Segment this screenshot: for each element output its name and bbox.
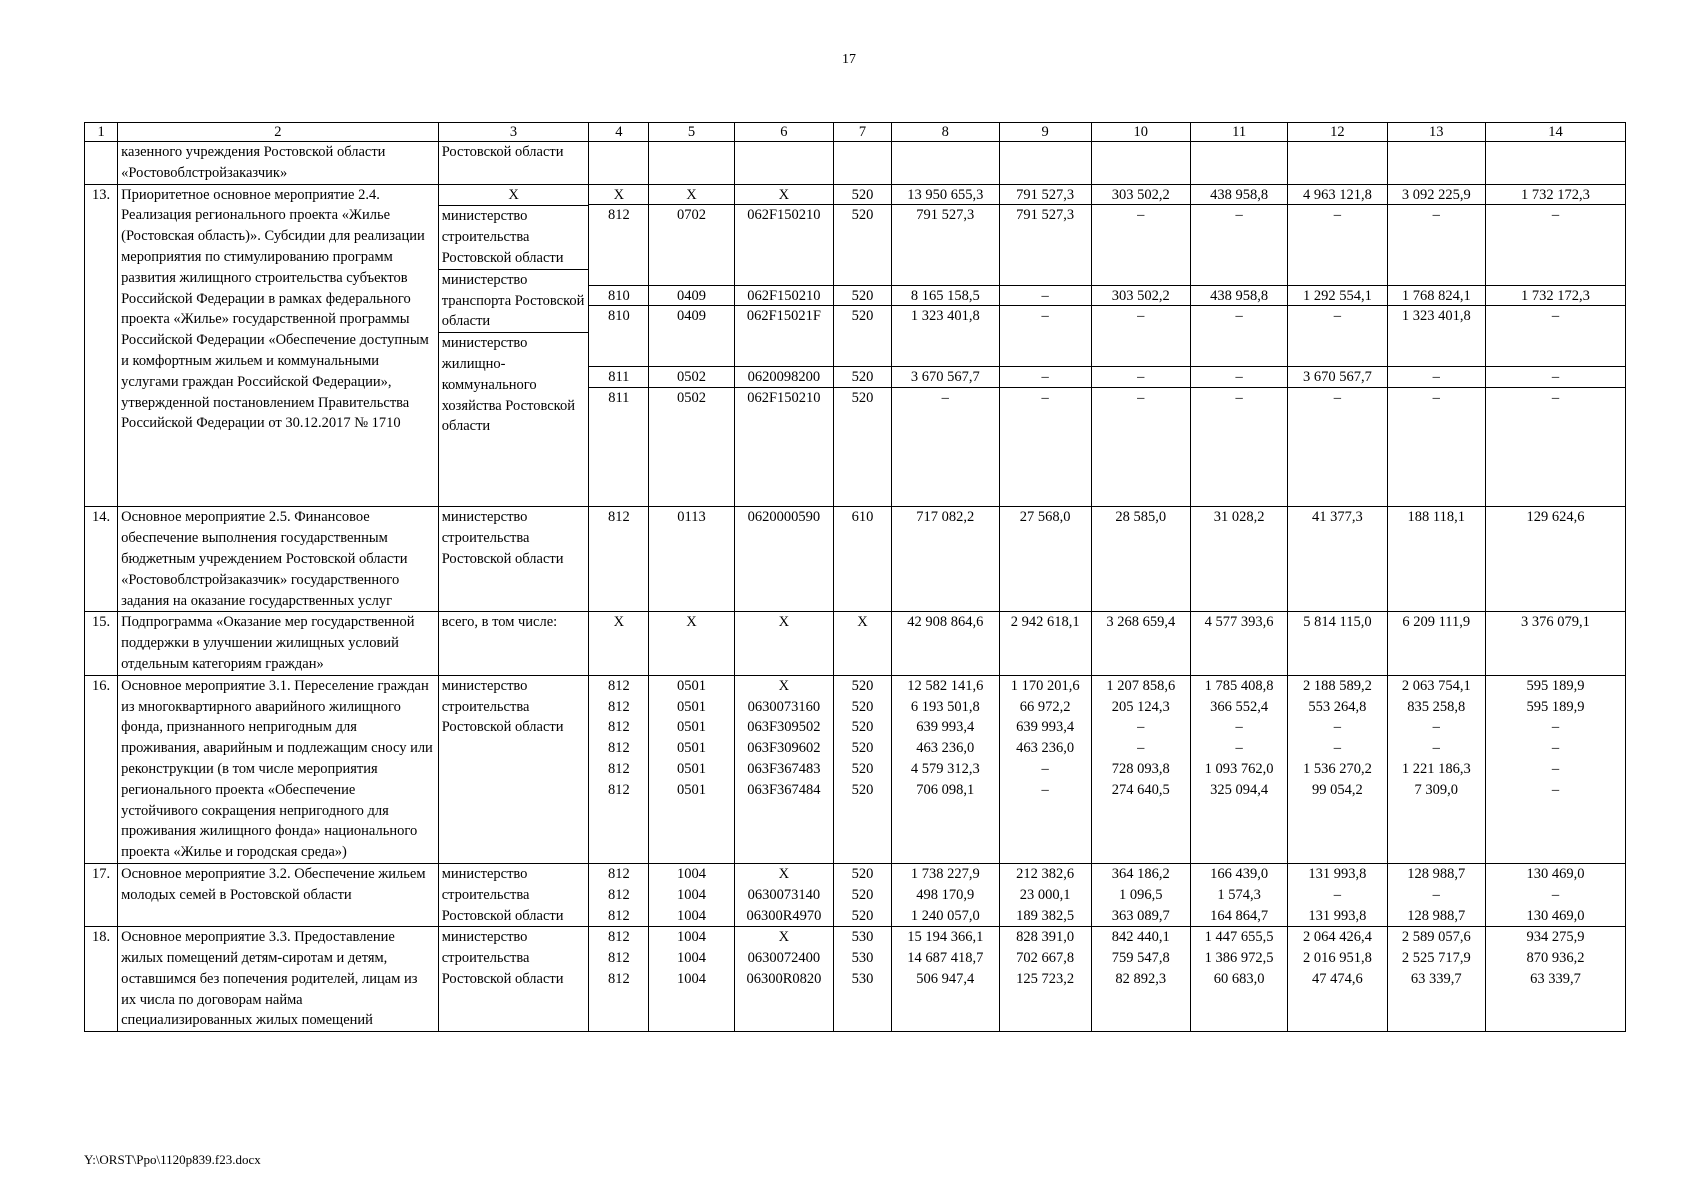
cell-c6: Х — [734, 612, 833, 675]
cell-c5: 1004 — [676, 970, 706, 987]
cell-c5: 1004 — [676, 950, 706, 967]
cell-v10: 82 892,3 — [1115, 970, 1167, 987]
cell-v14: – — [1486, 305, 1625, 365]
table-row — [85, 612, 1626, 675]
executor: министерство строительства Ростовской области — [438, 507, 589, 612]
column-header: 1 — [85, 123, 118, 142]
cell-c4: 812 — [607, 886, 630, 903]
column-header: 14 — [1485, 123, 1625, 142]
cell-v8: 1 240 057,0 — [910, 907, 980, 924]
cell-v13: 2 525 717,9 — [1401, 950, 1471, 967]
budget-table — [84, 122, 1626, 1032]
cell-v14: – — [1551, 760, 1560, 777]
executor: министерство строительства Ростовской области — [438, 927, 589, 1032]
cell-v10: 3 268 659,4 — [1091, 612, 1190, 675]
cell-c6: 0620098200 — [735, 366, 833, 387]
cell-v8: 1 323 401,8 — [892, 305, 999, 365]
row-number: 15. — [85, 612, 118, 675]
cell-c6: 063F367484 — [747, 781, 821, 798]
cell-c4: 812 — [607, 698, 630, 715]
row-number: 14. — [85, 507, 118, 612]
cell-c4: 811 — [589, 387, 648, 507]
cell-c6: Х — [778, 929, 790, 946]
cell-c6: 0630073160 — [747, 698, 821, 715]
table-row — [85, 675, 1626, 863]
cell-c5: Х — [686, 186, 697, 203]
cell-c6: 062F150210 — [735, 285, 833, 306]
cell-c5: 0501 — [676, 760, 706, 777]
cell-v14: 1 732 172,3 — [1521, 186, 1590, 203]
cell-v9: 2 942 618,1 — [999, 612, 1091, 675]
cell-c4: Х — [613, 186, 625, 203]
cell-v12: – — [1288, 305, 1386, 365]
cell-v12: – — [1333, 719, 1342, 736]
cell-v8: 13 950 655,3 — [907, 186, 984, 203]
cell-v14: 934 275,9 — [1526, 929, 1585, 946]
cell-v12: 4 963 121,8 — [1302, 186, 1372, 203]
cell-v8: 791 527,3 — [892, 204, 999, 284]
executor: всего, в том числе: — [438, 612, 589, 675]
cell-v8: 498 170,9 — [916, 886, 975, 903]
cell-v10: 1 207 858,6 — [1106, 677, 1176, 694]
cell-v14: 1 732 172,3 — [1486, 285, 1625, 306]
cell-v11: 164 864,7 — [1210, 907, 1269, 924]
cell-v12: – — [1333, 740, 1342, 757]
cell-v9: – — [1041, 760, 1049, 777]
cell-v9: – — [1041, 781, 1049, 798]
cell-v9: – — [1000, 366, 1091, 387]
cell-v14: – — [1486, 366, 1625, 387]
cell-v11: 1 093 762,0 — [1204, 760, 1274, 777]
executor: министерство строительства Ростовской области — [438, 675, 589, 863]
cell-c6: 06300R4970 — [746, 907, 822, 924]
executor: министерство жилищно-коммунального хозяйства Ростовской области — [439, 332, 589, 437]
column-header: 10 — [1091, 123, 1190, 142]
cell-c5: 0502 — [649, 387, 733, 507]
cell-v10: – — [1092, 204, 1190, 284]
cell-v11: 1 386 972,5 — [1204, 950, 1274, 967]
cell-v12: 41 377,3 — [1288, 507, 1387, 612]
cell-v13: – — [1388, 366, 1485, 387]
column-header: 12 — [1288, 123, 1387, 142]
cell-c4: 812 — [607, 950, 630, 967]
cell-c6: 0630073140 — [747, 886, 821, 903]
cell-v8: 4 579 312,3 — [910, 760, 980, 777]
measure-name-text: Приоритетное основное мероприятие 2.4. Реализация регионального проекта «Жилье (Ростовская область)». Субсидии для реализации мероприятия по стимулированию программ развития жилищного строительства субъектов Российской Федерации в рамках федерального проекта «Жилье» государственной программы Российской Федерации «Обеспечение доступным и комфортным жильем и коммунальными услугами граждан Российской Федерации», утвержденной постановлением Правительства Российской Федерации от 30.12.2017 № 1710 — [121, 186, 429, 432]
cell-c4: 812 — [607, 929, 630, 946]
cell-v9: 189 382,5 — [1016, 907, 1075, 924]
cell-c5: 1004 — [676, 886, 706, 903]
cell-v11: 31 028,2 — [1190, 507, 1287, 612]
column-header: 13 — [1387, 123, 1485, 142]
cell-v8: 42 908 864,6 — [891, 612, 999, 675]
cell-v13: 1 221 186,3 — [1401, 760, 1471, 777]
row-number: 17. — [85, 863, 118, 926]
cell-v14: – — [1551, 740, 1560, 757]
cell-c4: 812 — [607, 677, 630, 694]
cell-v9: 66 972,2 — [1019, 698, 1071, 715]
cell-c6: Х — [778, 677, 790, 694]
cell-c4: 812 — [589, 204, 648, 284]
measure-name: Основное мероприятие 3.3. Предоставление жилых помещений детям-сиротам и детям, оставшимся без попечения родителей, лицам из их числа по договорам найма специализированных жилых помещений — [118, 927, 439, 1032]
column-header: 7 — [834, 123, 892, 142]
cell-v14: 870 936,2 — [1526, 950, 1585, 967]
cell-v11: 438 958,8 — [1191, 285, 1287, 306]
cell-c7: 530 — [851, 950, 874, 967]
cell-c4: 812 — [607, 865, 630, 882]
row-number: 16. — [85, 675, 118, 863]
cell-v12: 3 670 567,7 — [1288, 366, 1386, 387]
cell-c6: 063F309602 — [747, 740, 821, 757]
cell-c6: 06300R0820 — [746, 970, 822, 987]
table-row — [85, 863, 1626, 926]
cell-c7: 520 — [851, 677, 874, 694]
cell-v8: 8 165 158,5 — [892, 285, 999, 306]
column-header: 2 — [118, 123, 439, 142]
cell-c4: 812 — [589, 507, 649, 612]
cell-v9: 828 391,0 — [1016, 929, 1075, 946]
cell-c7: 520 — [851, 907, 874, 924]
cell-c7: 530 — [851, 970, 874, 987]
measure-name — [118, 184, 439, 507]
cell-v11: 4 577 393,6 — [1190, 612, 1287, 675]
cell-c6: 062F150210 — [735, 204, 833, 284]
executor-cell — [438, 184, 589, 507]
cell-v12: 47 474,6 — [1312, 970, 1363, 987]
cell-v9: 23 000,1 — [1019, 886, 1071, 903]
cell-v10: 303 502,2 — [1111, 186, 1170, 203]
cell-v8: 639 993,4 — [916, 719, 975, 736]
cell-v8: 14 687 418,7 — [907, 950, 984, 967]
cell-c6: 063F367483 — [747, 760, 821, 777]
cell-c4: 810 — [589, 305, 648, 365]
cell-v11: 325 094,4 — [1210, 781, 1269, 798]
cell-v12: 2 188 589,2 — [1302, 677, 1372, 694]
cell-c4: 810 — [589, 285, 648, 306]
cell-v9: – — [1000, 305, 1091, 365]
cell-v14: 595 189,9 — [1526, 677, 1585, 694]
cell-v10: 759 547,8 — [1111, 950, 1170, 967]
cell-c4: 812 — [607, 719, 630, 736]
column-header: 6 — [734, 123, 833, 142]
cell-v8: 1 738 227,9 — [910, 865, 980, 882]
cell-v10: 1 096,5 — [1119, 886, 1163, 903]
cell-v9: – — [1000, 387, 1091, 507]
cell-c4: Х — [589, 612, 649, 675]
cell-v9: 702 667,8 — [1016, 950, 1075, 967]
cell-c6: 0630072400 — [747, 950, 821, 967]
cell-v14: – — [1551, 886, 1560, 903]
cell-c5: 0501 — [676, 781, 706, 798]
cell-c5: 0702 — [649, 204, 733, 284]
row-number: 18. — [85, 927, 118, 1032]
cell-c7: 520 — [834, 387, 891, 507]
cell-v12: – — [1288, 204, 1386, 284]
cell-v9: 125 723,2 — [1016, 970, 1075, 987]
cell-c6: 063F309502 — [747, 719, 821, 736]
cell-v11: – — [1235, 719, 1243, 736]
cell-v13: 1 768 824,1 — [1388, 285, 1485, 306]
cell-c7: 520 — [851, 781, 874, 798]
cell-v8: – — [892, 387, 999, 507]
cell-v10: – — [1137, 719, 1145, 736]
cell-c5: 0501 — [676, 740, 706, 757]
cell-v8: 12 582 141,6 — [907, 677, 984, 694]
cell-v8: 506 947,4 — [916, 970, 975, 987]
cell-v10: 205 124,3 — [1111, 698, 1170, 715]
cell-v12: 99 054,2 — [1312, 781, 1363, 798]
cell-c5: 0501 — [676, 698, 706, 715]
cell-v14: – — [1486, 387, 1625, 507]
cell-v11: 438 958,8 — [1210, 186, 1269, 203]
cell-v8: 717 082,2 — [891, 507, 999, 612]
executor: министерство строительства Ростовской области — [438, 863, 589, 926]
cell-v13: 835 258,8 — [1407, 698, 1466, 715]
cell-v10: 842 440,1 — [1111, 929, 1170, 946]
cell-v11: 1 574,3 — [1217, 886, 1261, 903]
cell-c4: 812 — [607, 781, 630, 798]
cell-v12: 131 993,8 — [1308, 865, 1367, 882]
cell-v9: 791 527,3 — [1000, 204, 1091, 284]
column-header: 9 — [999, 123, 1091, 142]
cell-v14: 595 189,9 — [1526, 698, 1585, 715]
page-number: 17 — [842, 52, 856, 67]
cell-v13: – — [1432, 719, 1440, 736]
cell-v14: 130 469,0 — [1526, 865, 1585, 882]
cell-v11: 60 683,0 — [1213, 970, 1265, 987]
column-header: 11 — [1190, 123, 1287, 142]
cell-v10: 28 585,0 — [1091, 507, 1190, 612]
cell-v11: – — [1191, 204, 1287, 284]
cell-v8: 3 670 567,7 — [892, 366, 999, 387]
cell-v10: – — [1092, 366, 1190, 387]
cell-v10: – — [1092, 305, 1190, 365]
cell-c5: 0501 — [676, 719, 706, 736]
cell-v11: – — [1191, 387, 1287, 507]
row-number — [85, 142, 118, 185]
cell-c7: 520 — [851, 698, 874, 715]
cell-v11: 166 439,0 — [1210, 865, 1269, 882]
measure-name: Основное мероприятие 3.1. Переселение граждан из многоквартирного аварийного жилищного фонда, признанного непригодным для проживания, аварийным и подлежащим сносу или реконструкции (в том числе мероприятия регионального проекта «Обеспечение устойчивого сокращения непригодного для проживания жилищного фонда» национального проекта «Жилье и городская среда») — [118, 675, 439, 863]
column-header: 4 — [589, 123, 649, 142]
measure-name: казенного учреждения Ростовской области «Ростовоблстройзаказчик» — [118, 142, 439, 185]
cell-v8: 6 193 501,8 — [910, 698, 980, 715]
measure-name: Основное мероприятие 2.5. Финансовое обеспечение выполнения государственным бюджетным учреждением Ростовской области «Ростовоблстройзаказчик» государственного задания на оказание государственных услуг — [118, 507, 439, 612]
cell-v14: 3 376 079,1 — [1485, 612, 1625, 675]
cell-v13: 128 988,7 — [1407, 865, 1466, 882]
cell-v8: 463 236,0 — [916, 740, 975, 757]
cell-c7: 520 — [834, 285, 891, 306]
table-row — [85, 507, 1626, 612]
cell-v11: 1 785 408,8 — [1204, 677, 1274, 694]
cell-c4: 812 — [607, 740, 630, 757]
cell-v13: 7 309,0 — [1414, 781, 1458, 798]
cell-v13: 1 323 401,8 — [1388, 305, 1485, 365]
cell-v13: – — [1432, 740, 1440, 757]
cell-c7: 520 — [834, 305, 891, 365]
cell-v9: 212 382,6 — [1016, 865, 1075, 882]
cell-v10: – — [1092, 387, 1190, 507]
cell-v10: 728 093,8 — [1111, 760, 1170, 777]
cell-c5: Х — [649, 612, 734, 675]
column-header: 3 — [438, 123, 589, 142]
file-path-footer: Y:\ORST\Ppo\1120p839.f23.docx — [84, 1152, 261, 1167]
header-row — [85, 123, 1626, 142]
cell-v12: 131 993,8 — [1308, 907, 1367, 924]
cell-c4: 811 — [589, 366, 648, 387]
cell-c4: 812 — [607, 970, 630, 987]
cell-v13: 63 339,7 — [1410, 970, 1462, 987]
cell-c6: Х — [778, 186, 790, 203]
cell-c7: 520 — [834, 366, 891, 387]
cell-v14: – — [1551, 781, 1560, 798]
cell-c7: 520 — [851, 886, 874, 903]
cell-v9: 1 170 201,6 — [1010, 677, 1080, 694]
cell-c7: 610 — [834, 507, 892, 612]
cell-v9: 791 527,3 — [1016, 186, 1075, 203]
cell-c7: 520 — [851, 740, 874, 757]
cell-v14: – — [1486, 204, 1625, 284]
cell-v12: 1 536 270,2 — [1302, 760, 1372, 777]
table-row — [85, 184, 1626, 507]
cell-c7: 530 — [851, 929, 874, 946]
cell-v12: 1 292 554,1 — [1288, 285, 1386, 306]
cell-c4: 812 — [607, 907, 630, 924]
cell-v10: 363 089,7 — [1111, 907, 1170, 924]
table-row — [85, 927, 1626, 1032]
cell-c5: 1004 — [676, 865, 706, 882]
cell-v13: – — [1388, 204, 1485, 284]
row-number: 13. — [85, 184, 118, 507]
table-row — [85, 142, 1626, 185]
cell-c7: 520 — [834, 204, 891, 284]
cell-v10: 364 186,2 — [1111, 865, 1170, 882]
cell-v13: 6 209 111,9 — [1387, 612, 1485, 675]
cell-v14: 130 469,0 — [1526, 907, 1585, 924]
cell-v12: 5 814 115,0 — [1288, 612, 1387, 675]
cell-v12: 2 016 951,8 — [1302, 950, 1372, 967]
cell-c7: 520 — [851, 865, 874, 882]
cell-c5: 1004 — [676, 929, 706, 946]
executor: министерство строительства Ростовской области — [439, 205, 589, 268]
cell-v11: – — [1191, 366, 1287, 387]
measure-name: Основное мероприятие 3.2. Обеспечение жильем молодых семей в Ростовской области — [118, 863, 439, 926]
cell-v13: 3 092 225,9 — [1401, 186, 1471, 203]
cell-v12: – — [1333, 886, 1342, 903]
cell-v9: 27 568,0 — [999, 507, 1091, 612]
cell-v14: – — [1551, 719, 1560, 736]
column-header: 5 — [649, 123, 734, 142]
cell-v10: 274 640,5 — [1111, 781, 1170, 798]
cell-v8: 15 194 366,1 — [907, 929, 984, 946]
executor-total: Х — [508, 186, 519, 203]
cell-c7: 520 — [851, 719, 874, 736]
cell-c7: Х — [834, 612, 892, 675]
cell-v13: 128 988,7 — [1407, 907, 1466, 924]
cell-v11: 366 552,4 — [1210, 698, 1269, 715]
cell-c7: 520 — [851, 186, 874, 203]
cell-v9: – — [1000, 285, 1091, 306]
cell-c6: 062F15021F — [735, 305, 833, 365]
cell-v11: – — [1235, 740, 1243, 757]
measure-name: Подпрограмма «Оказание мер государственной поддержки в улучшении жилищных условий отдельным категориям граждан» — [118, 612, 439, 675]
cell-v13: 2 063 754,1 — [1401, 677, 1471, 694]
cell-v12: 2 064 426,4 — [1302, 929, 1372, 946]
executor: министерство транспорта Ростовской области — [439, 269, 589, 332]
cell-v10: – — [1137, 740, 1145, 757]
cell-c5: 0502 — [649, 366, 733, 387]
cell-v9: 463 236,0 — [1016, 740, 1075, 757]
cell-v8: 706 098,1 — [916, 781, 975, 798]
cell-v12: 553 264,8 — [1308, 698, 1367, 715]
cell-c5: 1004 — [676, 907, 706, 924]
cell-v13: – — [1432, 886, 1440, 903]
cell-v10: 303 502,2 — [1092, 285, 1190, 306]
cell-v9: 639 993,4 — [1016, 719, 1075, 736]
cell-c7: 520 — [851, 760, 874, 777]
cell-c5: 0501 — [676, 677, 706, 694]
cell-v13: – — [1388, 387, 1485, 507]
cell-c4: 812 — [607, 760, 630, 777]
cell-c5: 0409 — [649, 305, 733, 365]
cell-v12: – — [1288, 387, 1386, 507]
cell-c6: Х — [778, 865, 790, 882]
cell-c5: 0113 — [649, 507, 734, 612]
executor: Ростовской области — [438, 142, 589, 185]
cell-c5: 0409 — [649, 285, 733, 306]
cell-v14: 63 339,7 — [1530, 970, 1581, 987]
cell-v11: 1 447 655,5 — [1204, 929, 1274, 946]
cell-v13: 2 589 057,6 — [1401, 929, 1471, 946]
cell-v13: 188 118,1 — [1387, 507, 1485, 612]
cell-c6: 0620000590 — [734, 507, 833, 612]
cell-v14: 129 624,6 — [1485, 507, 1625, 612]
column-header: 8 — [891, 123, 999, 142]
cell-c6: 062F150210 — [735, 387, 833, 507]
cell-v11: – — [1191, 305, 1287, 365]
